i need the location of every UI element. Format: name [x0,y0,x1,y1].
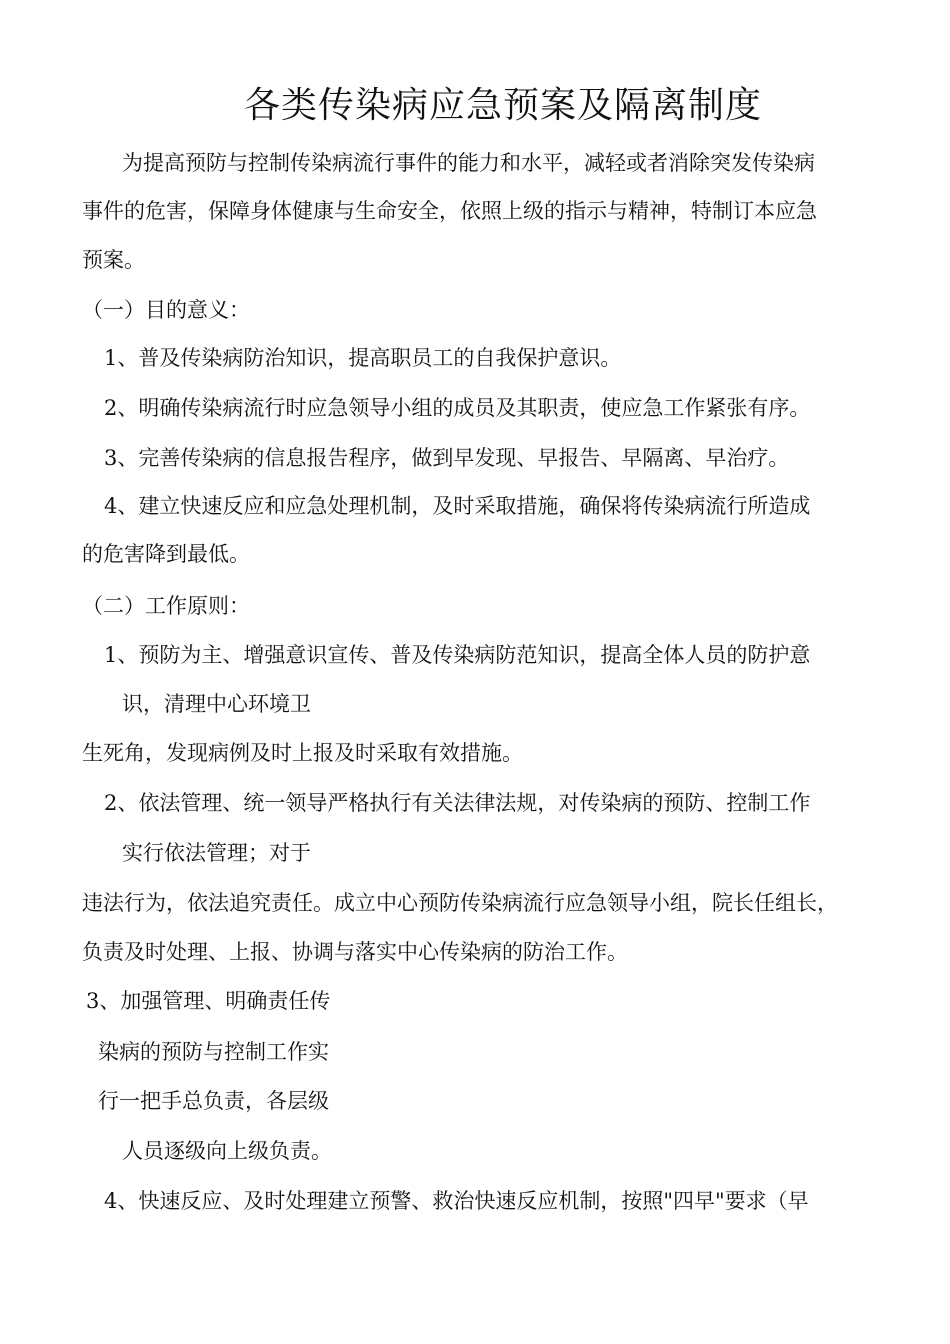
principle-line-4: 2、依法管理、统一领导严格执行有关法律法规，对传染病的预防、控制工作 [104,791,811,815]
principle-line-11: 人员逐级向上级负责。 [122,1139,332,1163]
principle-line-10: 行一把手总负责，各层级 [98,1089,329,1113]
section-heading-purpose: （一）目的意义： [82,298,250,322]
purpose-item-1: 1、普及传染病防治知识，提高职员工的自我保护意识。 [104,346,622,370]
purpose-item-4: 4、建立快速反应和应急处理机制，及时采取措施，确保将传染病流行所造成 [104,494,811,518]
principle-line-6: 违法行为，依法追究责任。成立中心预防传染病流行应急领导小组，院长任组长， [82,891,838,915]
principle-line-7: 负责及时处理、上报、协调与落实中心传染病的防治工作。 [82,940,628,964]
document-title: 各类传染病应急预案及隔离制度 [244,85,763,126]
purpose-item-4-cont: 的危害降到最低。 [82,542,250,566]
section-heading-principles: （二）工作原则： [82,594,250,618]
principle-line-2: 识，清理中心环境卫 [122,692,311,716]
purpose-item-3: 3、完善传染病的信息报告程序，做到早发现、早报告、早隔离、早治疗。 [104,446,790,470]
principle-line-3: 生死角，发现病例及时上报及时采取有效措施。 [82,741,523,765]
principle-line-9: 染病的预防与控制工作实 [98,1040,329,1064]
principle-line-8: 3、加强管理、明确责任传 [86,989,331,1013]
intro-line-3: 预案。 [82,248,145,272]
principle-line-5: 实行依法管理；对于 [122,841,311,865]
principle-line-1: 1、预防为主、增强意识宣传、普及传染病防范知识，提高全体人员的防护意 [104,643,811,667]
principle-line-12: 4、快速反应、及时处理建立预警、救治快速反应机制，按照"四早"要求（早 [104,1189,809,1213]
intro-line-2: 事件的危害，保障身体健康与生命安全，依照上级的指示与精神，特制订本应急 [82,199,817,223]
intro-line-1: 为提高预防与控制传染病流行事件的能力和水平，减轻或者消除突发传染病 [122,151,815,175]
purpose-item-2: 2、明确传染病流行时应急领导小组的成员及其职责，使应急工作紧张有序。 [104,396,811,420]
